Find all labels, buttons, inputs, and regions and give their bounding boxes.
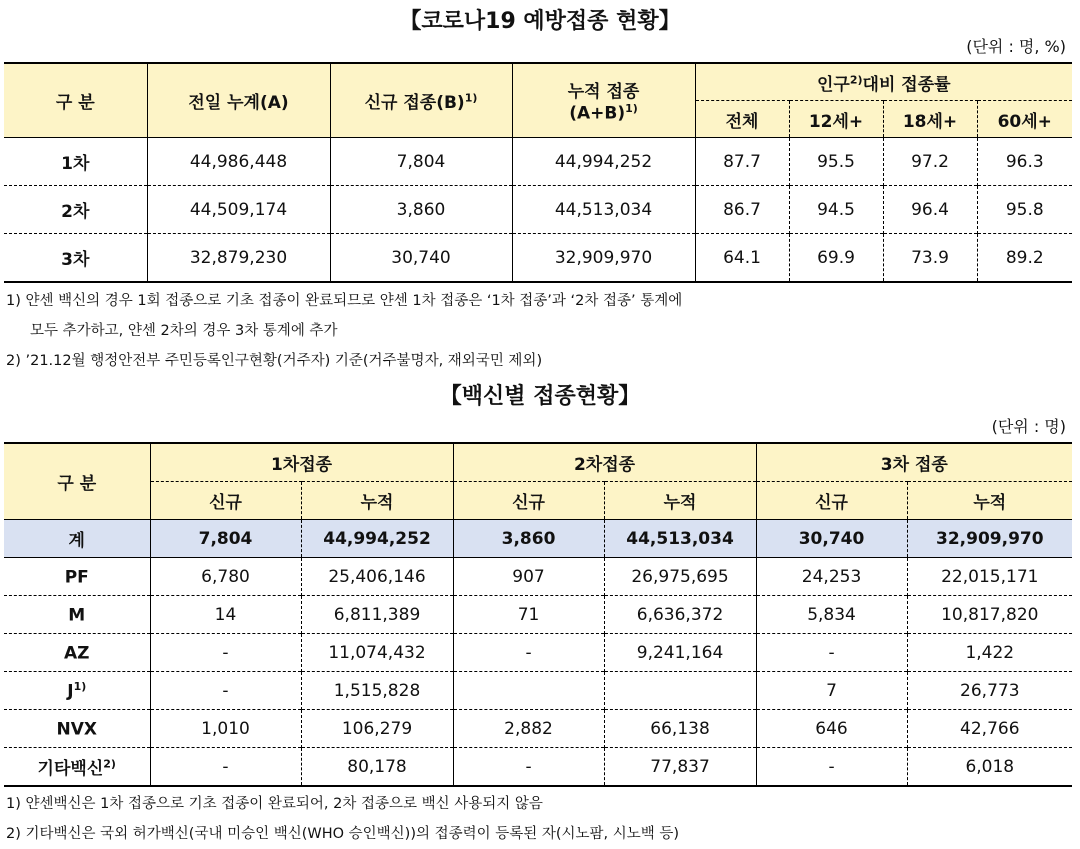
cell-n1: 14 xyxy=(150,596,301,634)
header-category: 구 분 xyxy=(4,63,147,138)
row-label: 기타백신$^{2)}$ xyxy=(4,748,150,787)
section2-unit: (단위 : 명) xyxy=(991,417,1066,436)
row-label: NVX xyxy=(4,710,150,748)
cell-a12: 69.9 xyxy=(789,234,883,283)
cell-c3: 6,018 xyxy=(907,748,1072,787)
cell-c1: 106,279 xyxy=(301,710,453,748)
cell-n2 xyxy=(453,672,604,710)
cell-a12: 95.5 xyxy=(789,138,883,186)
header-cum: 누적 접종 $(A+B)^{1)}$ xyxy=(512,63,695,138)
cell-n1: - xyxy=(150,672,301,710)
table-row xyxy=(4,234,1072,283)
cell-prev: 44,509,174 xyxy=(147,186,330,234)
cell-c2: 9,241,164 xyxy=(604,634,756,672)
row-label: 3차 xyxy=(4,234,147,283)
cell-cum: 32,909,970 xyxy=(512,234,695,283)
header-dose3: 3차 접종 xyxy=(756,443,1072,482)
header-cum: 누적 xyxy=(301,482,453,520)
cell-n3: 24,253 xyxy=(756,558,907,596)
cell-c1: 25,406,146 xyxy=(301,558,453,596)
section1-title: 【코로나19 예방접종 현황】 xyxy=(399,9,681,34)
row-label: 계 xyxy=(4,520,150,558)
header-new: 신규 접종$(B)^{1)}$ xyxy=(330,63,512,138)
cell-n3: - xyxy=(756,634,907,672)
header-dose2: 2차접종 xyxy=(453,443,756,482)
cell-a18: 96.4 xyxy=(883,186,977,234)
cell-prev: 32,879,230 xyxy=(147,234,330,283)
cell-c3: 32,909,970 xyxy=(907,520,1072,558)
cell-a60: 89.2 xyxy=(977,234,1072,283)
cell-c2: 26,975,695 xyxy=(604,558,756,596)
cell-c1: 80,178 xyxy=(301,748,453,787)
cell-n1: 7,804 xyxy=(150,520,301,558)
cell-c3: 1,422 xyxy=(907,634,1072,672)
cell-n2: 2,882 xyxy=(453,710,604,748)
cell-a18: 73.9 xyxy=(883,234,977,283)
cell-c3: 42,766 xyxy=(907,710,1072,748)
cell-n3: 7 xyxy=(756,672,907,710)
header-dose1: 1차접종 xyxy=(150,443,453,482)
table-row xyxy=(4,558,1072,596)
cell-new: 7,804 xyxy=(330,138,512,186)
section1-note-2: 2) ’21.12월 행정안전부 주민등록인구현황(거주자) 기준(거주불명자, 재외국민 제외) xyxy=(6,353,543,369)
cell-n2: - xyxy=(453,748,604,787)
cell-n1: 1,010 xyxy=(150,710,301,748)
cell-c1: 44,994,252 xyxy=(301,520,453,558)
cell-a60: 96.3 xyxy=(977,138,1072,186)
section2-title: 【백신별 접종현황】 xyxy=(439,384,641,409)
header-prev-cum: 전일 누계(A) xyxy=(147,63,330,138)
cell-n1: - xyxy=(150,748,301,787)
section1-note-1-cont: 모두 추가하고, 얀센 2차의 경우 3차 통계에 추가 xyxy=(30,323,338,339)
table-row xyxy=(4,596,1072,634)
header-new: 신규 xyxy=(150,482,301,520)
row-label: $J^{1)}$ xyxy=(4,672,150,710)
cell-c3: 10,817,820 xyxy=(907,596,1072,634)
header-new: 신규 xyxy=(756,482,907,520)
cell-cum: 44,994,252 xyxy=(512,138,695,186)
section2-note-2: 2) 기타백신은 국외 허가백신(국내 미승인 백신(WHO 승인백신))의 접종력이 등록된 자(시노팜, 시노백 등) xyxy=(6,826,680,842)
row-label: AZ xyxy=(4,634,150,672)
header-cum: 누적 xyxy=(604,482,756,520)
vaccine-type-table xyxy=(4,442,1072,787)
section2-note-1: 1) 얀센백신은 1차 접종으로 기초 접종이 완료되어, 2차 접종으로 백신 사용되지 않음 xyxy=(6,796,543,812)
cell-new: 30,740 xyxy=(330,234,512,283)
cell-c2 xyxy=(604,672,756,710)
cell-c3: 26,773 xyxy=(907,672,1072,710)
header-cum: 누적 xyxy=(907,482,1072,520)
cell-n2: - xyxy=(453,634,604,672)
vaccination-status-table xyxy=(4,62,1072,283)
header-new: 신규 xyxy=(453,482,604,520)
cell-c2: 77,837 xyxy=(604,748,756,787)
row-label: M xyxy=(4,596,150,634)
header-ratio: 인구$^{2)}$대비 접종률 xyxy=(695,63,1072,101)
cell-n3: 5,834 xyxy=(756,596,907,634)
table-row xyxy=(4,138,1072,186)
cell-n3: 30,740 xyxy=(756,520,907,558)
section1-note-1: 1) 얀센 백신의 경우 1회 접종으로 기초 접종이 완료되므로 얀센 1차 접종은 ‘1차 접종’과 ‘2차 접종’ 통계에 xyxy=(6,293,683,309)
cell-a18: 97.2 xyxy=(883,138,977,186)
cell-c1: 11,074,432 xyxy=(301,634,453,672)
cell-all: 64.1 xyxy=(695,234,789,283)
row-label: 2차 xyxy=(4,186,147,234)
cell-n2: 71 xyxy=(453,596,604,634)
cell-n3: 646 xyxy=(756,710,907,748)
cell-a60: 95.8 xyxy=(977,186,1072,234)
cell-n1: - xyxy=(150,634,301,672)
table-row xyxy=(4,634,1072,672)
cell-n1: 6,780 xyxy=(150,558,301,596)
cell-c3: 22,015,171 xyxy=(907,558,1072,596)
cell-n2: 907 xyxy=(453,558,604,596)
cell-c2: 44,513,034 xyxy=(604,520,756,558)
section1-unit: (단위 : 명, %) xyxy=(966,37,1066,56)
row-label: 1차 xyxy=(4,138,147,186)
header-age60: 60세+ xyxy=(977,101,1072,138)
cell-prev: 44,986,448 xyxy=(147,138,330,186)
cell-n2: 3,860 xyxy=(453,520,604,558)
table-row xyxy=(4,672,1072,710)
cell-c1: 1,515,828 xyxy=(301,672,453,710)
cell-c2: 6,636,372 xyxy=(604,596,756,634)
cell-all: 86.7 xyxy=(695,186,789,234)
header-age18: 18세+ xyxy=(883,101,977,138)
cell-c2: 66,138 xyxy=(604,710,756,748)
header-age12: 12세+ xyxy=(789,101,883,138)
header-category: 구 분 xyxy=(4,443,150,520)
cell-all: 87.7 xyxy=(695,138,789,186)
row-label: PF xyxy=(64,567,89,588)
cell-c1: 6,811,389 xyxy=(301,596,453,634)
total-row xyxy=(4,520,1072,558)
cell-new: 3,860 xyxy=(330,186,512,234)
table-row xyxy=(4,710,1072,748)
cell-a12: 94.5 xyxy=(789,186,883,234)
cell-cum: 44,513,034 xyxy=(512,186,695,234)
header-all: 전체 xyxy=(695,101,789,138)
cell-n3: - xyxy=(756,748,907,787)
table-row xyxy=(4,748,1072,787)
table-row xyxy=(4,186,1072,234)
